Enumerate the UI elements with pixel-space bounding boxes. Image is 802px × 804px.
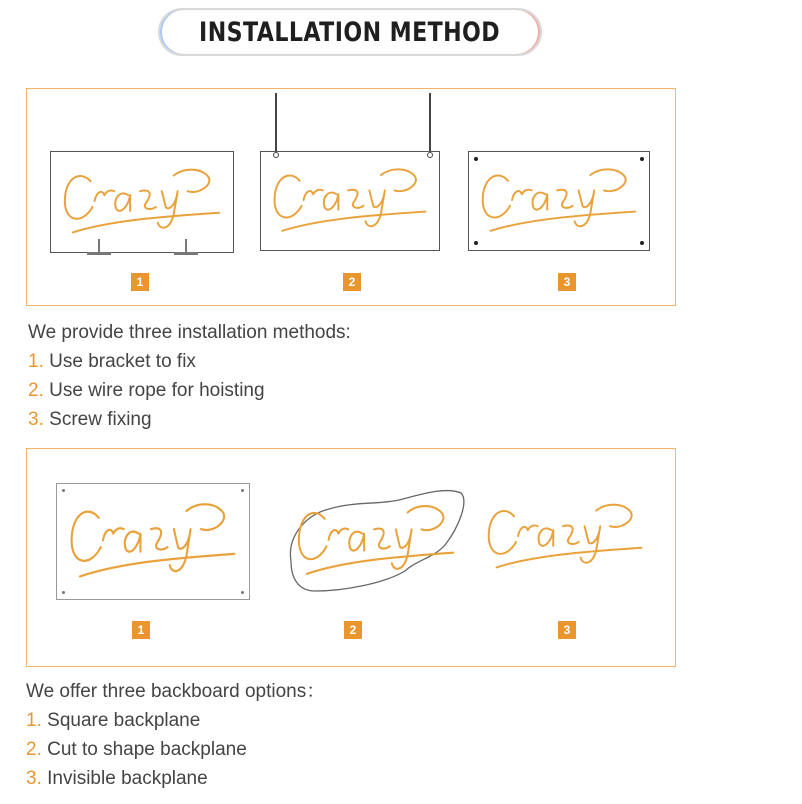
neon-stroke [282,212,425,231]
neon-stroke [563,526,579,544]
backboard-item-3: 3. Invisible backplane [26,768,208,789]
installation-text [28,318,351,434]
neon-stroke [65,176,93,219]
neon-stroke [329,529,349,540]
screw-dot [241,591,244,594]
neon-stroke [348,190,363,208]
neon-stroke [115,193,130,211]
installation-intro: We provide three installation methods: [28,322,351,343]
neon-crazy-graphic [469,152,649,250]
neon-crazy-graphic [285,487,467,595]
neon-crazy-graphic [51,152,233,252]
backboard-badge-1: 1 [132,621,150,639]
screw-dot [640,241,644,245]
neon-stroke [518,525,538,536]
installation-diagram-panel [26,88,676,306]
screw-dot [241,489,244,492]
neon-stroke [140,191,156,209]
neon-stroke [539,528,554,546]
screw-dot [640,157,644,161]
screw-sign-board [468,151,650,251]
neon-stroke [533,193,548,210]
installation-item-1: 1. Use bracket to fix [28,351,196,372]
screw-dot [62,591,65,594]
wire-sign-board [260,151,440,251]
neon-stroke [103,528,124,540]
method-badge-3: 3 [558,273,576,291]
neon-stroke [392,529,412,568]
neon-stroke [365,190,384,226]
neon-stroke [349,532,364,551]
neon-stroke [158,191,178,228]
method-badge-2: 2 [343,273,361,291]
neon-stroke [557,190,573,208]
neon-stroke [581,526,601,563]
neon-stroke [483,176,510,218]
wire-rope-right [429,93,431,155]
wire-hook-right [427,152,433,158]
cut-to-shape-backplane [285,487,467,595]
neon-stroke [73,213,219,233]
method-badge-1: 1 [131,273,149,291]
bracket-sign-board [50,151,234,253]
neon-stroke [590,169,625,191]
backboard-intro: We offer three backboard options： [26,681,326,702]
wire-hook-left [273,152,279,158]
neon-stroke [324,193,339,210]
bracket-right [185,239,187,253]
wire-rope-left [275,93,277,155]
bracket-right-foot [174,252,198,255]
neon-stroke [408,506,444,530]
section-title-pill [158,8,542,56]
neon-stroke [275,176,302,218]
page-title: INSTALLATION METHOD [199,16,501,48]
neon-stroke [304,190,323,200]
square-backplane [56,483,250,600]
invisible-backplane [475,487,655,587]
neon-crazy-graphic [57,484,249,599]
bracket-left-foot [87,252,111,255]
backboard-badge-3: 3 [558,621,576,639]
bracket-left [98,239,100,253]
neon-stroke [491,212,636,231]
screw-dot [474,157,478,161]
installation-item-2: 2. Use wire rope for hoisting [28,380,265,401]
neon-stroke [381,169,416,191]
neon-stroke [125,532,141,552]
neon-stroke [497,548,642,568]
neon-stroke [307,553,453,574]
neon-stroke [186,504,224,530]
installation-item-3: 3. Screw fixing [28,409,152,430]
backboard-diagram-panel [26,448,676,667]
backboard-text [26,677,325,793]
neon-stroke [151,528,168,549]
neon-stroke [374,529,390,549]
neon-stroke [596,505,631,527]
neon-stroke [80,554,234,577]
neon-crazy-graphic [261,152,439,250]
screw-dot [62,489,65,492]
neon-stroke [575,190,595,226]
backboard-item-2: 2. Cut to shape backplane [26,739,247,760]
neon-stroke [174,170,210,192]
screw-dot [474,241,478,245]
neon-stroke [72,512,101,561]
backboard-badge-2: 2 [344,621,362,639]
neon-stroke [95,190,115,201]
neon-crazy-graphic [475,487,655,587]
neon-stroke [170,529,191,571]
neon-stroke [489,511,516,554]
neon-stroke [299,513,327,559]
neon-stroke [512,190,532,200]
backboard-item-1: 1. Square backplane [26,710,201,731]
